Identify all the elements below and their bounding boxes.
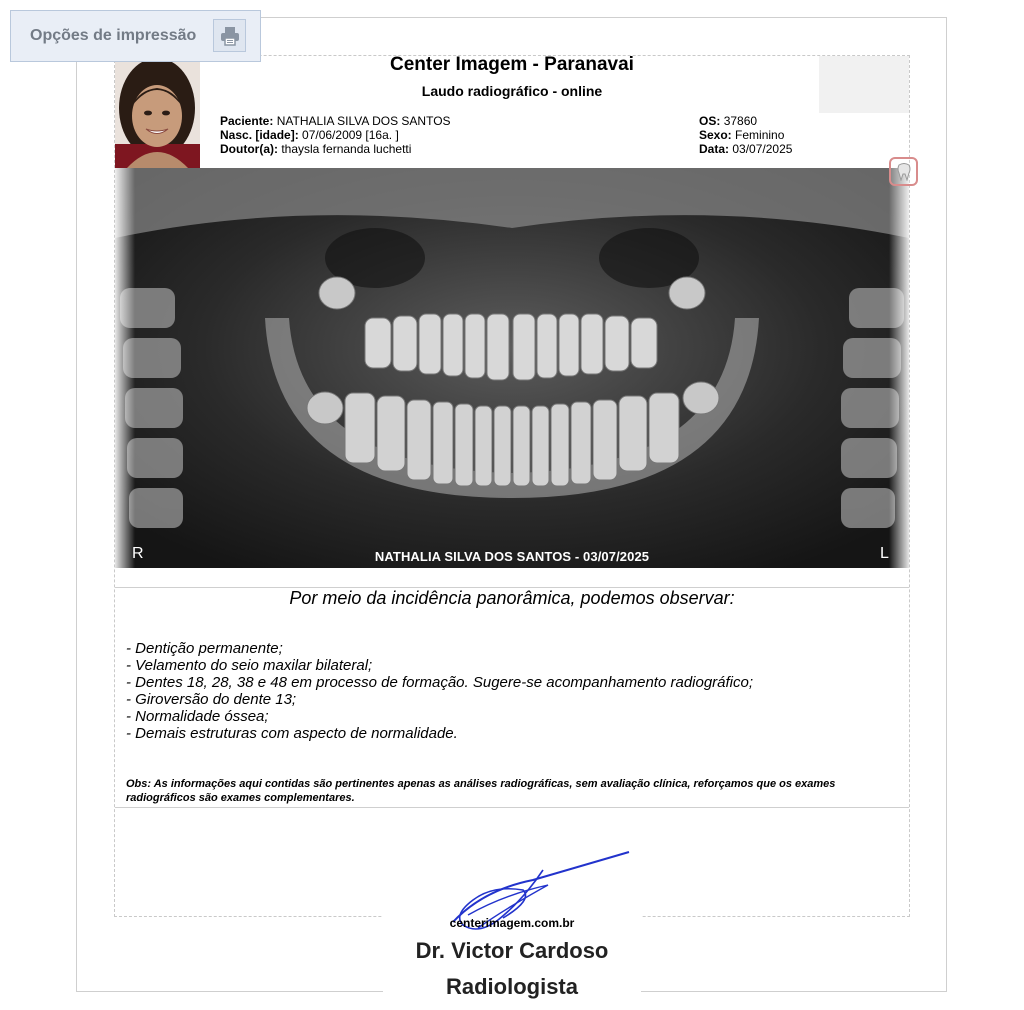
finding-item: - Dentes 18, 28, 38 e 48 em processo de formação. Sugere-se acompanhamento radiográfico; [126,674,754,691]
patient-doctor-label: Doutor(a): [220,142,278,156]
patient-doctor-row [220,142,411,156]
xray-left-marker: L [880,545,889,562]
finding-item: - Demais estruturas com aspecto de normalidade. [126,725,458,742]
panoramic-xray-image [115,168,909,568]
disclaimer-note: Obs: As informações aqui contidas são pertinentes apenas as análises radiográficas, sem avaliação clínica, reforçamos que os exames radiográficos são exames complementares. [126,778,836,804]
patient-name: NATHALIA SILVA DOS SANTOS [276,114,451,128]
signature-block [383,840,641,1010]
finding-item: - Dentição permanente; [126,640,283,657]
finding-item: - Velamento do seio maxilar bilateral; [126,657,373,674]
print-options-label: Opções de impressão [30,27,197,44]
clinic-title: Center Imagem - Paranavai [390,54,634,75]
patient-birth-row [220,128,399,142]
order-number-row [699,114,757,128]
tooth-tool-button[interactable] [889,157,918,186]
order-number-label: OS: [699,114,721,128]
findings-heading: Por meio da incidência panorâmica, podemos observar: [289,588,735,608]
signature-role: Radiologista [445,974,578,999]
signature-website: centerimagem.com.br [449,916,575,930]
patient-birth: 07/06/2009 [16a. ] [302,128,399,142]
order-number: 37860 [723,114,758,128]
signature-name: Dr. Victor Cardoso [415,938,609,963]
clinic-logo-placeholder [819,56,909,113]
exam-date-label: Data: [699,142,730,156]
patient-birth-label: Nasc. [idade]: [220,128,299,142]
print-button[interactable] [213,19,246,52]
patient-name-label: Paciente: [220,114,274,128]
patient-photo [115,56,200,168]
findings-list [126,640,753,742]
finding-item: - Giroversão do dente 13; [126,691,297,708]
xray-caption: NATHALIA SILVA DOS SANTOS - 03/07/2025 [374,549,650,564]
section-divider [115,807,909,808]
tooth-icon [896,163,912,181]
report-subtitle: Laudo radiográfico - online [421,83,603,99]
patient-sex: Feminino [735,128,785,142]
exam-date: 03/07/2025 [732,142,793,156]
patient-doctor: thaysla fernanda luchetti [281,142,412,156]
xray-right-marker: R [132,545,144,562]
patient-sex-row [699,128,784,142]
finding-item: - Normalidade óssea; [126,708,269,725]
exam-date-row [699,142,792,156]
patient-sex-label: Sexo: [699,128,732,142]
patient-name-row [220,114,451,128]
print-options-panel [10,10,261,62]
printer-icon [219,25,241,47]
